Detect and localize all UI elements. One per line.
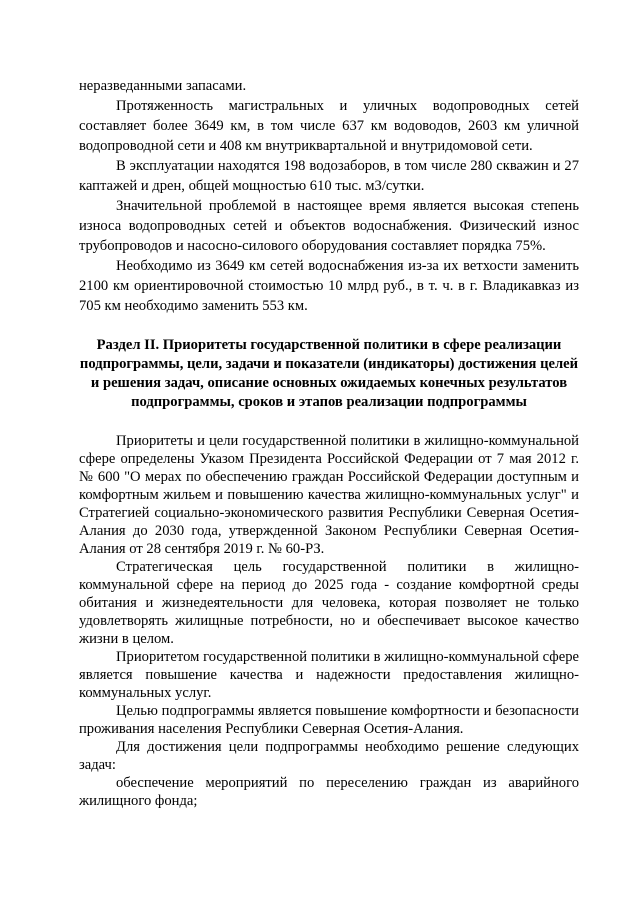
paragraph-replacement: Необходимо из 3649 км сетей водоснабжения из-за их ветхости заменить 2100 км ориентировочной стоимостью 10 млрд руб., в т. ч. в г. Владикавказ из 705 км необходимо заменить 553 км. [79,258,579,314]
intro-text [79,76,579,316]
paragraph-task-1: обеспечение мероприятий по переселению граждан из аварийного жилищного фонда; [79,775,579,809]
paragraph-strategic-goal: Стратегическая цель государственной политики в жилищно-коммунальной сфере на период до 2025 года - создание комфортной среды обитания и жизнедеятельности для человека, которая позволяет не только удовлетворять жилищные потребности, но и обеспечивает высокое качество жизни в целом. [79,559,579,647]
paragraph-wear: Значительной проблемой в настоящее время является высокая степень износа водопроводных сетей и объектов водоснабжения. Физический износ трубопроводов и насосно-силового оборудования составляет порядка 75%. [79,198,579,254]
paragraph-priority: Приоритетом государственной политики в жилищно-коммунальной сфере является повышение качества и надежности предоставления жилищно-коммунальных услуг. [79,649,579,701]
section-body [79,432,579,810]
section-heading: Раздел II. Приоритеты государственной политики в сфере реализации подпрограммы, цели, задачи и показатели (индикаторы) достижения целей и решения задач, описание основных ожидаемых конечных результатов подпрограммы, сроков и этапов реализации подпрограммы [79,337,579,410]
paragraph-tasks-intro: Для достижения цели подпрограммы необходимо решение следующих задач: [79,739,579,773]
paragraph-goal: Целью подпрограммы является повышение комфортности и безопасности проживания населения Республики Северная Осетия-Алания. [79,703,579,737]
paragraph-continued: неразведанными запасами. [79,78,247,94]
paragraph-priorities: Приоритеты и цели государственной политики в жилищно-коммунальной сфере определены Указом Президента Российской Федерации от 7 мая 2012 г. № 600 "О мерах по обеспечению граждан Российской Федерации доступным и комфортным жильем и повышению качества жилищно-коммунальных услуг" и Стратегией социально-экономического развития Республики Северная Осетия-Алания до 2030 года, утвержденной Законом Республики Северная Осетия-Алания от 28 сентября 2019 г. № 60-РЗ. [79,433,579,557]
paragraph-water-intakes: В эксплуатации находятся 198 водозаборов, в том числе 280 скважин и 27 каптажей и дрен, общей мощностью 610 тыс. м3/сутки. [79,158,579,194]
paragraph-network-length: Протяженность магистральных и уличных водопроводных сетей составляет более 3649 км, в том числе 637 км водоводов, 2603 км уличной водопроводной сети и 408 км внутриквартальной и внутридомовой сети. [79,98,579,154]
